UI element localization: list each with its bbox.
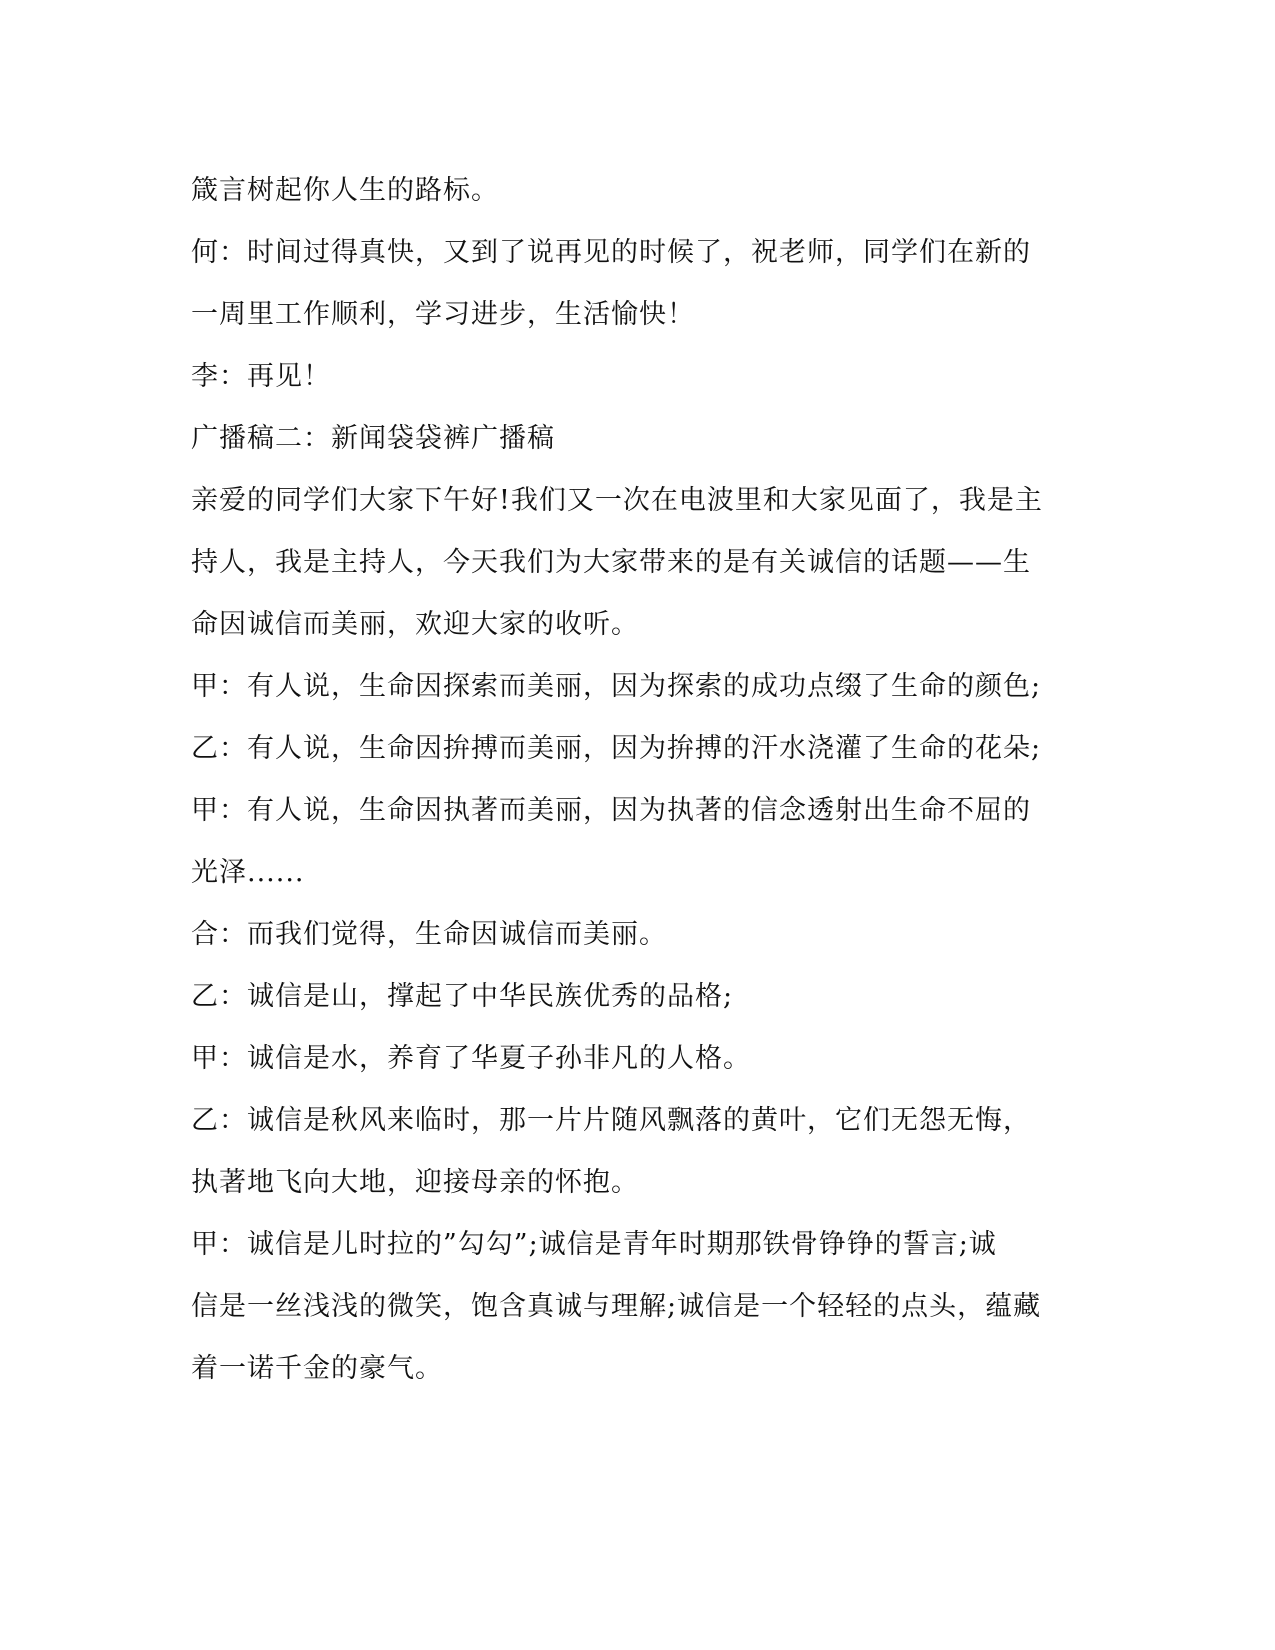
- document-body: [191, 160, 1091, 1400]
- section-heading: 广播稿二：新闻袋袋裤广播稿: [191, 423, 555, 454]
- text-line: 甲：有人说，生命因执著而美丽，因为执著的信念透射出生命不屈的: [191, 795, 1031, 826]
- text-line: 李：再见！: [191, 361, 331, 392]
- text-line: 何：时间过得真快，又到了说再见的时候了，祝老师，同学们在新的: [191, 237, 1031, 268]
- text-line: 命因诚信而美丽，欢迎大家的收听。: [191, 609, 639, 640]
- text-line: 执著地飞向大地，迎接母亲的怀抱。: [191, 1167, 639, 1198]
- text-line: 持人，我是主持人，今天我们为大家带来的是有关诚信的话题——生: [191, 547, 1031, 578]
- text-line: 甲：诚信是水，养育了华夏子孙非凡的人格。: [191, 1043, 751, 1074]
- text-line: 着一诺千金的豪气。: [191, 1353, 443, 1384]
- text-line: 合：而我们觉得，生命因诚信而美丽。: [191, 919, 667, 950]
- text-line: 亲爱的同学们大家下午好!我们又一次在电波里和大家见面了，我是主: [191, 485, 1043, 516]
- text-line: 甲：诚信是儿时拉的”勾勾”;诚信是青年时期那铁骨铮铮的誓言;诚: [191, 1229, 997, 1260]
- text-line: 乙：诚信是秋风来临时，那一片片随风飘落的黄叶，它们无怨无悔，: [191, 1105, 1031, 1136]
- text-line: 乙：有人说，生命因拚搏而美丽，因为拚搏的汗水浇灌了生命的花朵;: [191, 733, 1042, 764]
- text-line: 甲：有人说，生命因探索而美丽，因为探索的成功点缀了生命的颜色;: [191, 671, 1042, 702]
- text-line: 光泽......: [191, 857, 305, 888]
- text-line: 箴言树起你人生的路标。: [191, 175, 499, 206]
- text-line: 信是一丝浅浅的微笑，饱含真诚与理解;诚信是一个轻轻的点头，蕴藏: [191, 1291, 1042, 1322]
- text-line: 乙：诚信是山，撑起了中华民族优秀的品格;: [191, 981, 734, 1012]
- text-line: 一周里工作顺利，学习进步，生活愉快！: [191, 299, 695, 330]
